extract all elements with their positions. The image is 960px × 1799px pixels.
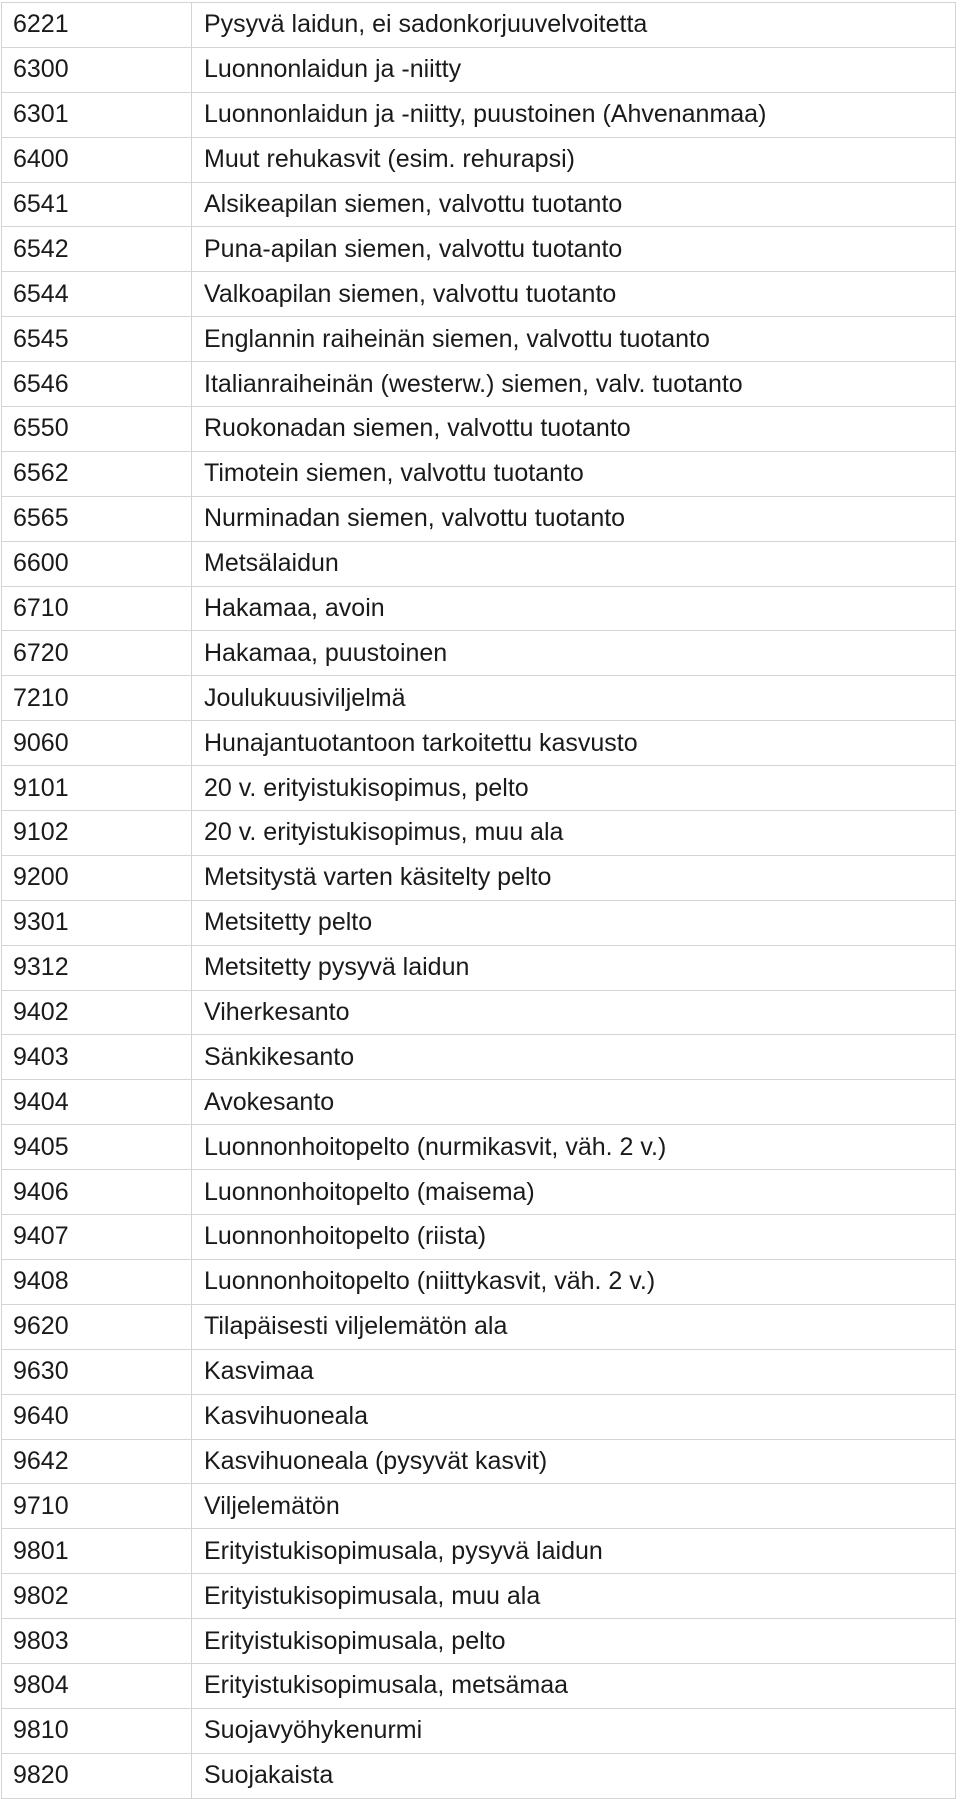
crop-code-cell: 9630 bbox=[2, 1349, 192, 1394]
crop-description-cell: Valkoapilan siemen, valvottu tuotanto bbox=[192, 272, 956, 317]
table-row bbox=[2, 1753, 956, 1798]
crop-description-cell: Joulukuusiviljelmä bbox=[192, 676, 956, 721]
crop-description-cell: Viherkesanto bbox=[192, 990, 956, 1035]
crop-description-cell: Luonnonlaidun ja -niitty bbox=[192, 47, 956, 92]
table-row bbox=[2, 811, 956, 856]
table-row bbox=[2, 541, 956, 586]
table-row bbox=[2, 631, 956, 676]
table-row bbox=[2, 47, 956, 92]
crop-code-cell: 9801 bbox=[2, 1529, 192, 1574]
crop-code-cell: 6542 bbox=[2, 227, 192, 272]
crop-code-cell: 9405 bbox=[2, 1125, 192, 1170]
crop-code-cell: 9200 bbox=[2, 855, 192, 900]
crop-description-cell: Ruokonadan siemen, valvottu tuotanto bbox=[192, 407, 956, 452]
table-row bbox=[2, 721, 956, 766]
crop-description-cell: 20 v. erityistukisopimus, muu ala bbox=[192, 811, 956, 856]
crop-description-cell: Metsälaidun bbox=[192, 541, 956, 586]
crop-description-cell: Erityistukisopimusala, pysyvä laidun bbox=[192, 1529, 956, 1574]
crop-code-cell: 9060 bbox=[2, 721, 192, 766]
crop-code-cell: 6600 bbox=[2, 541, 192, 586]
crop-code-cell: 6541 bbox=[2, 182, 192, 227]
crop-description-cell: Kasvihuoneala (pysyvät kasvit) bbox=[192, 1439, 956, 1484]
crop-code-cell: 9820 bbox=[2, 1753, 192, 1798]
crop-description-cell: Metsitetty pelto bbox=[192, 900, 956, 945]
table-row bbox=[2, 1619, 956, 1664]
crop-code-cell: 9408 bbox=[2, 1259, 192, 1304]
crop-description-cell: Erityistukisopimusala, metsämaa bbox=[192, 1663, 956, 1708]
table-row bbox=[2, 1663, 956, 1708]
crop-description-cell: Suojavyöhykenurmi bbox=[192, 1708, 956, 1753]
crop-description-cell: 20 v. erityistukisopimus, pelto bbox=[192, 766, 956, 811]
crop-code-cell: 9312 bbox=[2, 945, 192, 990]
crop-description-cell: Tilapäisesti viljelemätön ala bbox=[192, 1304, 956, 1349]
table-row bbox=[2, 1125, 956, 1170]
table-row bbox=[2, 496, 956, 541]
crop-code-cell: 9642 bbox=[2, 1439, 192, 1484]
crop-description-cell: Kasvihuoneala bbox=[192, 1394, 956, 1439]
table-row bbox=[2, 1394, 956, 1439]
table-row bbox=[2, 586, 956, 631]
crop-code-cell: 9403 bbox=[2, 1035, 192, 1080]
crop-description-cell: Englannin raiheinän siemen, valvottu tuotanto bbox=[192, 317, 956, 362]
table-row bbox=[2, 1215, 956, 1260]
table-row bbox=[2, 1259, 956, 1304]
table-row bbox=[2, 272, 956, 317]
table-row bbox=[2, 1529, 956, 1574]
crop-code-cell: 9810 bbox=[2, 1708, 192, 1753]
table-row bbox=[2, 766, 956, 811]
table-row bbox=[2, 676, 956, 721]
crop-code-cell: 9102 bbox=[2, 811, 192, 856]
crop-code-cell: 9404 bbox=[2, 1080, 192, 1125]
table-row bbox=[2, 1304, 956, 1349]
crop-code-cell: 9406 bbox=[2, 1170, 192, 1215]
crop-code-cell: 6400 bbox=[2, 137, 192, 182]
crop-code-cell: 9710 bbox=[2, 1484, 192, 1529]
crop-code-cell: 6710 bbox=[2, 586, 192, 631]
crop-code-cell: 6565 bbox=[2, 496, 192, 541]
crop-description-cell: Luonnonhoitopelto (nurmikasvit, väh. 2 v.) bbox=[192, 1125, 956, 1170]
crop-code-cell: 9620 bbox=[2, 1304, 192, 1349]
table-row bbox=[2, 92, 956, 137]
crop-description-cell: Pysyvä laidun, ei sadonkorjuuvelvoitetta bbox=[192, 3, 956, 48]
crop-code-cell: 6300 bbox=[2, 47, 192, 92]
crop-description-cell: Luonnonhoitopelto (riista) bbox=[192, 1215, 956, 1260]
crop-description-cell: Timotein siemen, valvottu tuotanto bbox=[192, 451, 956, 496]
table-row bbox=[2, 990, 956, 1035]
crop-description-cell: Muut rehukasvit (esim. rehurapsi) bbox=[192, 137, 956, 182]
crop-description-cell: Viljelemätön bbox=[192, 1484, 956, 1529]
crop-code-cell: 6221 bbox=[2, 3, 192, 48]
crop-description-cell: Kasvimaa bbox=[192, 1349, 956, 1394]
crop-code-cell: 6720 bbox=[2, 631, 192, 676]
crop-description-cell: Sänkikesanto bbox=[192, 1035, 956, 1080]
crop-description-cell: Erityistukisopimusala, muu ala bbox=[192, 1574, 956, 1619]
table-row bbox=[2, 451, 956, 496]
crop-code-cell: 9803 bbox=[2, 1619, 192, 1664]
crop-description-cell: Avokesanto bbox=[192, 1080, 956, 1125]
crop-code-cell: 6562 bbox=[2, 451, 192, 496]
crop-code-cell: 9407 bbox=[2, 1215, 192, 1260]
table-row bbox=[2, 855, 956, 900]
crop-code-cell: 6544 bbox=[2, 272, 192, 317]
table-row bbox=[2, 317, 956, 362]
crop-code-cell: 9101 bbox=[2, 766, 192, 811]
crop-description-cell: Metsitetty pysyvä laidun bbox=[192, 945, 956, 990]
table-row bbox=[2, 3, 956, 48]
table-row bbox=[2, 945, 956, 990]
table-row bbox=[2, 1484, 956, 1529]
crop-code-table bbox=[1, 2, 956, 1799]
table-row bbox=[2, 1349, 956, 1394]
crop-description-cell: Metsitystä varten käsitelty pelto bbox=[192, 855, 956, 900]
table-row bbox=[2, 227, 956, 272]
crop-description-cell: Erityistukisopimusala, pelto bbox=[192, 1619, 956, 1664]
table-row bbox=[2, 137, 956, 182]
crop-description-cell: Luonnonhoitopelto (niittykasvit, väh. 2 v.) bbox=[192, 1259, 956, 1304]
crop-description-cell: Nurminadan siemen, valvottu tuotanto bbox=[192, 496, 956, 541]
crop-code-cell: 9640 bbox=[2, 1394, 192, 1439]
crop-description-cell: Hakamaa, puustoinen bbox=[192, 631, 956, 676]
crop-code-cell: 7210 bbox=[2, 676, 192, 721]
crop-description-cell: Italianraiheinän (westerw.) siemen, valv. tuotanto bbox=[192, 362, 956, 407]
table-row bbox=[2, 182, 956, 227]
table-row bbox=[2, 1708, 956, 1753]
crop-code-cell: 9402 bbox=[2, 990, 192, 1035]
crop-code-cell: 6545 bbox=[2, 317, 192, 362]
crop-code-table-body bbox=[2, 3, 956, 1799]
table-row bbox=[2, 1574, 956, 1619]
table-row bbox=[2, 407, 956, 452]
table-row bbox=[2, 1080, 956, 1125]
crop-description-cell: Suojakaista bbox=[192, 1753, 956, 1798]
table-row bbox=[2, 1035, 956, 1080]
table-row bbox=[2, 1170, 956, 1215]
table-row bbox=[2, 1439, 956, 1484]
crop-code-cell: 9301 bbox=[2, 900, 192, 945]
crop-description-cell: Luonnonlaidun ja -niitty, puustoinen (Ahvenanmaa) bbox=[192, 92, 956, 137]
crop-description-cell: Alsikeapilan siemen, valvottu tuotanto bbox=[192, 182, 956, 227]
table-row bbox=[2, 362, 956, 407]
crop-code-cell: 6301 bbox=[2, 92, 192, 137]
crop-code-cell: 9802 bbox=[2, 1574, 192, 1619]
crop-description-cell: Puna-apilan siemen, valvottu tuotanto bbox=[192, 227, 956, 272]
table-row bbox=[2, 900, 956, 945]
crop-description-cell: Hunajantuotantoon tarkoitettu kasvusto bbox=[192, 721, 956, 766]
crop-description-cell: Luonnonhoitopelto (maisema) bbox=[192, 1170, 956, 1215]
crop-code-cell: 6546 bbox=[2, 362, 192, 407]
crop-description-cell: Hakamaa, avoin bbox=[192, 586, 956, 631]
crop-code-cell: 9804 bbox=[2, 1663, 192, 1708]
crop-code-cell: 6550 bbox=[2, 407, 192, 452]
